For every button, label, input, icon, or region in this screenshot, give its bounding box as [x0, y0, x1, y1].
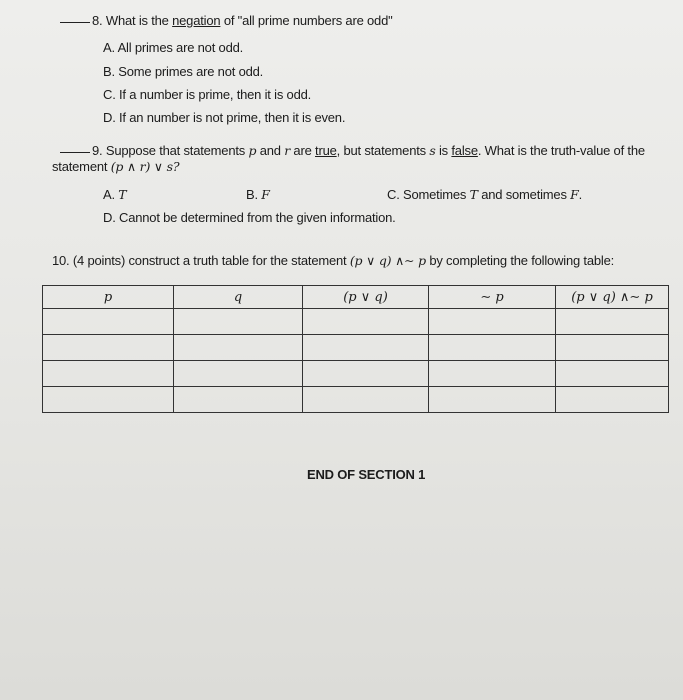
table-cell[interactable]	[429, 361, 556, 387]
table-cell[interactable]	[303, 309, 429, 335]
table-cell[interactable]	[303, 335, 429, 361]
q8-prompt: 8. What is the negation of "all prime numbers are odd"	[60, 13, 393, 28]
header-result: (p ∨ q) ∧∼ p	[556, 286, 669, 309]
header-p: p	[43, 286, 174, 309]
header-p-or-q: (p ∨ q)	[303, 286, 429, 309]
truth-table-header-row	[43, 286, 669, 309]
table-cell[interactable]	[174, 309, 303, 335]
table-cell[interactable]	[43, 335, 174, 361]
q9-prompt-line2: statement (p ∧ r) ∨ s?	[52, 159, 180, 174]
table-cell[interactable]	[556, 361, 669, 387]
table-cell[interactable]	[43, 309, 174, 335]
table-cell[interactable]	[429, 309, 556, 335]
table-cell[interactable]	[174, 387, 303, 413]
table-cell[interactable]	[303, 387, 429, 413]
q10-prompt: 10. (4 points) construct a truth table for the statement (p ∨ q) ∧∼ p by completing the following table:	[52, 253, 615, 268]
table-cell[interactable]	[303, 361, 429, 387]
q8-option-c: C. If a number is prime, then it is odd.	[103, 87, 312, 102]
truth-table	[42, 285, 669, 413]
table-row	[43, 361, 669, 387]
table-cell[interactable]	[43, 387, 174, 413]
table-cell[interactable]	[43, 361, 174, 387]
table-row	[43, 335, 669, 361]
q8-option-b: B. Some primes are not odd.	[103, 64, 264, 79]
table-cell[interactable]	[429, 387, 556, 413]
table-cell[interactable]	[174, 335, 303, 361]
q8-option-d: D. If an number is not prime, then it is even.	[103, 110, 346, 125]
q9-option-c: C. Sometimes T and sometimes F.	[387, 187, 583, 202]
q9-option-b: B. F	[246, 187, 270, 202]
q9-option-d: D. Cannot be determined from the given information.	[103, 210, 396, 225]
table-cell[interactable]	[174, 361, 303, 387]
table-cell[interactable]	[556, 387, 669, 413]
answer-blank-q8[interactable]	[60, 22, 90, 23]
q8-option-a: A. All primes are not odd.	[103, 40, 244, 55]
header-not-p: ∼ p	[429, 286, 556, 309]
table-cell[interactable]	[429, 335, 556, 361]
table-row	[43, 309, 669, 335]
section-end-label: END OF SECTION 1	[307, 467, 426, 482]
table-cell[interactable]	[556, 335, 669, 361]
q9-option-a: A. T	[103, 187, 127, 202]
table-row	[43, 387, 669, 413]
q9-prompt-line1: 9. Suppose that statements p and r are true, but statements s is false. What is the truth-value of the	[60, 143, 645, 158]
header-q: q	[174, 286, 303, 309]
answer-blank-q9[interactable]	[60, 152, 90, 153]
table-cell[interactable]	[556, 309, 669, 335]
